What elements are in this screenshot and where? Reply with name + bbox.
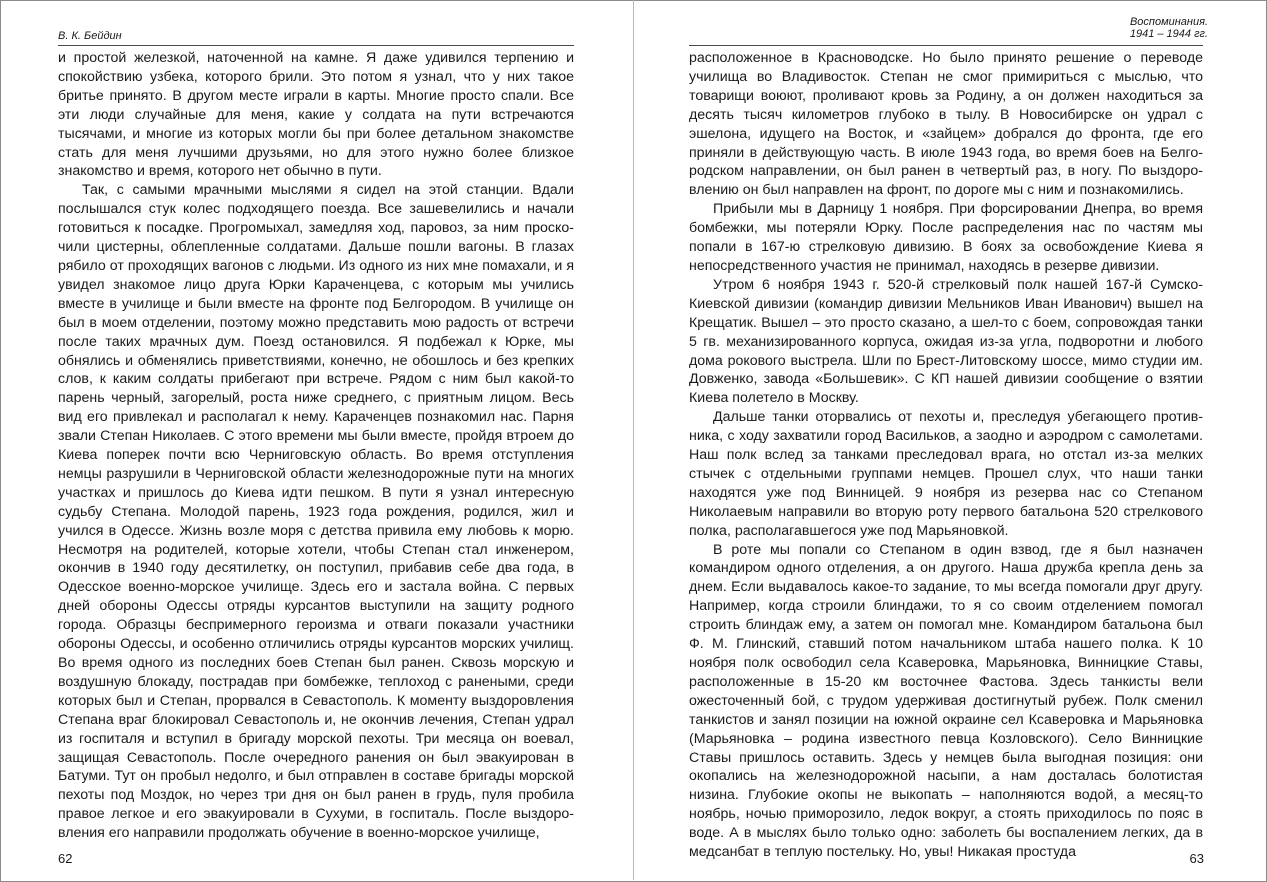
body-text: [689, 49, 1203, 862]
page-number: 62: [58, 851, 73, 866]
running-head-years-line: 1941 – 1944 гг.: [1129, 28, 1208, 40]
paragraph: и простой железкой, наточенной на камне. Я даже удивился терпению и спокойствию узбека, которого брили. Это потом я узнал, что у них такое бритье принято. В другом месте играли в карты. Многие просто спали. Все эти люди случайные для меня, какие у солдата на пути встречаются тысячами, и многие из которых могли бы при более детальном знакомстве стать для меня лучшими друзьями, но для этого нужно более близкое знакомство и время, которого нет обычно в пути.: [58, 50, 574, 180]
header-rule: [689, 45, 1203, 46]
right-page: [633, 0, 1266, 880]
body-text: [58, 49, 574, 843]
header-rule: [58, 45, 574, 46]
paragraph: расположенное в Красноводске. Но было принято решение о переводе училища во Владивосток. Степан не смог примириться с мыслью, что товарищи воюют, проливают кровь за Родину, а он должен находиться за десять тысяч километров глубоко в тылу. В Новосибирске он удрал с эшелона, идущего на Восток, и «зайцем» добрался до фронта, где его приняли в действующую часть. В июле 1943 года, во время боев на Белгородском направлении, он был ранен в четвертый раз, в ногу. По выздоровлению он был направлен на фронт, по дороге мы с ним и познакомились.: [689, 50, 1203, 199]
paragraph: В роте мы попали со Степаном в один взвод, где я был назначен командиром одного отделения, а он другого. Наша дружба крепла день за днем. Если выдавалось какое-то задание, то мы всегда помогали друг другу. Например, когда строили блиндажи, то я со своим отделением помогал строить блиндаж ему, а затем он помогал мне. Командиром батальона был Ф. М. Глинский, ставший потом начальником штаба нашего полка. К 10 ноября полк освободил села Ксаверовка, Марьяновка, Винницкие Ставы, расположенные в 15-20 км восточнее Фастова. Здесь танкисты вели ожесточенный бой, с трудом удерживая достигнутый рубеж. Полк сменил танкистов и занял позиции на южной окраине сел Ксаверовка и Марьяновка (Марьяновка – родина известного певца Козловского). Село Винницкие Ставы пришлось оставить. Здесь у немцев была выгодная позиция: они окопались на железнодорожной насыпи, а нам досталась болотистая низина. Глубокие окопы не выкопать – наполняются водой, а месяц-то ноябрь, ночью приморозило, ледок вокруг, а стоять приходилось по пояс в воде. А в мыслях было только одно: заболеть бы воспалением легких, да в медсанбат в теплую постельку. Но, увы! Никакая простуда: [689, 541, 1203, 861]
left-page: [0, 0, 633, 880]
running-head-title-line: Воспоминания.: [1129, 16, 1208, 28]
paragraph: Прибыли мы в Дарницу 1 ноября. При форсировании Днепра, во время бомбежки, мы потеряли Юрку. После распределения нас по частям мы попали в 167-ю стрелковую дивизию. В боях за освобождение Киева я непосредственного участия не принимал, находясь в резерве дивизии.: [689, 201, 1203, 274]
running-head-author: В. К. Бейдин: [58, 30, 122, 42]
paragraph: Утром 6 ноября 1943 г. 520-й стрелковый полк нашей 167-й Сумско-Киевской дивизии (командир дивизии Мельников Иван Иванович) вышел на Крещатик. Вышел – это просто сказано, а шел-то с боем, сопровождая танки 5 гв. механизированного корпуса, ожидая из-за угла, подворотни и любого дома рокового выстрела. Шли по Брест-Литовскому шоссе, мимо студии им. Довженко, завода «Большевик». С КП нашей дивизии сообщение о взятии Киева полетело в Москву.: [689, 276, 1203, 407]
running-head-title: [1130, 16, 1208, 40]
paragraph: Дальше танки оторвались от пехоты и, преследуя убегающего противника, с ходу захватили город Васильков, а заодно и аэродром с самолетами. Наш полк вслед за танками преследовал врага, но отстал из-за мелких стычек с отдельными группами немцев. Прошел слух, что наши танки находятся уже под Винницей. 9 ноября из резерва нас со Степаном Николаевым направили во вторую роту первого батальона 520 стрелкового полка, располагавшегося уже под Марьяновкой.: [689, 409, 1203, 539]
page-number: 63: [1189, 851, 1204, 866]
paragraph: Так, с самыми мрачными мыслями я сидел на этой станции. Вдали послышался стук колес подходящего поезда. Все зашевелились и начали готовиться к посадке. Прогромыхал, замедляя ход, паровоз, за ним проскочили цистерны, облепленные солдатами. Дальше пошли вагоны. В глазах рябило от проходящих вагонов с людьми. Из одного из них мне помахали, и я увидел знакомое лицо друга Юрки Караченцева, с которым мы учились вместе в училище и были вместе на фронте под Белгородом. В училище он был в моем отделении, поэтому можно представить мою радость от встречи после таких мрачных дум. Поезд остановился. Я подбежал к Юрке, мы обнялись и обменялись приветствиями, конечно, не обошлось и без крепких слов, к каким солдаты прибегают при встрече. Рядом с ним был какой-то парень черный, загорелый, роста ниже среднего, с приятным лицом. Весь вид его привлекал и располагал к нему. Караченцев познакомил нас. Парня звали Степан Николаев. С этого времени мы были вместе, пройдя втроем до Киева поперек почти всю Черниговскую область. Во время отступления немцы разрушили в Черниговской области железнодорожные пути на многих участках и пришлось до Киева идти пешком. В пути я узнал интересную судьбу Степана. Молодой парень, 1923 года рождения, родился, жил и учился в Одессе. Жизнь возле моря с детства привила ему любовь к морю. Несмотря на родителей, которые хотели, чтобы Степан стал инженером, окончив в 1940 году десятилетку, он поступил, прибавив себе два года, в Одесское военно-морское училище. Здесь его и застала война. С первых дней обороны Одессы отряды курсантов выступили на защиту родного города. Образцы беспримерного героизма и отваги показали участники обороны Одессы, и особенно отличились отряды курсантов морских училищ. Во время одного из последних боев Степан был ранен. Сквозь морскую и воздушную блокаду, пострадав при бомбежке, теплоход с ранеными, среди которых был и Степан, прорвался в Севастополь. К моменту выздоровления Степана враг блокировал Севастополь и, не окончив лечения, Степан удрал из госпиталя и вступил в бригаду морской пехоты. Три месяца он воевал, защищая Севастополь. После очередного ранения он был эвакуирован в Батуми. Тут он пробыл недолго, и был отправлен в составе бригады морской пехоты под Моздок, но через три дня он был ранен в грудь, пуля пробила правое легкое и его эвакуировали в Сухуми, в госпиталь. После выздоровления его направили продолжать обучение в военно-морское училище,: [58, 182, 574, 842]
